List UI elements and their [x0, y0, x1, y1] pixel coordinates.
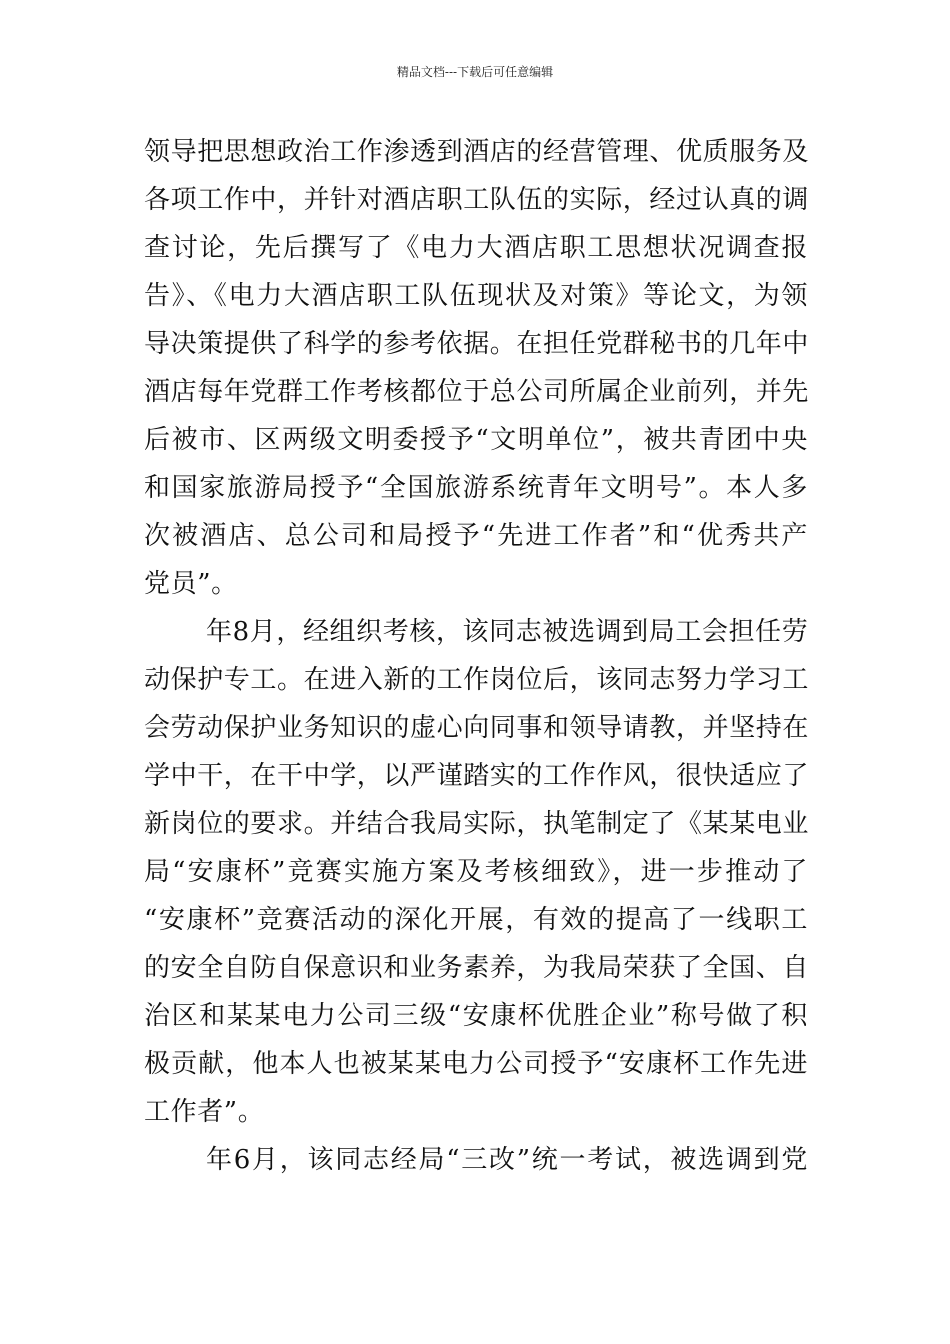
text-line: 领导把思想政治工作渗透到酒店的经营管理、优质服务及: [144, 137, 810, 167]
page-header: 精品文档---下载后可任意编辑: [396, 65, 554, 79]
text-line: 极贡献，他本人也被某某电力公司授予“安康杯工作先进: [144, 1049, 808, 1079]
text-line: 和国家旅游局授予“全国旅游系统青年文明号”。本人多: [144, 473, 808, 503]
text-line: 后被市、区两级文明委授予“文明单位”，被共青团中央: [144, 425, 808, 455]
text-line: “安康杯”竞赛活动的深化开展，有效的提高了一线职工: [144, 905, 808, 935]
text-line: 导决策提供了科学的参考依据。在担任党群秘书的几年中: [144, 329, 810, 359]
text-line: 告》、《电力大酒店职工队伍现状及对策》等论文，为领: [144, 281, 808, 311]
body-text: [144, 128, 808, 1184]
text-line: 的安全自防自保意识和业务素养，为我局荣获了全国、自: [144, 953, 810, 983]
text-line: 酒店每年党群工作考核都位于总公司所属企业前列，并先: [144, 377, 810, 407]
text-line: 会劳动保护业务知识的虚心向同事和领导请教，并坚持在: [144, 713, 810, 743]
text-line: 新岗位的要求。并结合我局实际，执笔制定了《某某电业: [144, 809, 810, 839]
text-line: 次被酒店、总公司和局授予“先进工作者”和“优秀共产: [144, 521, 808, 551]
text-line: 党员”。: [144, 569, 238, 599]
text-line: 学中干，在干中学，以严谨踏实的工作作风，很快适应了: [144, 761, 810, 791]
text-line: 查讨论，先后撰写了《电力大酒店职工思想状况调查报: [144, 233, 808, 263]
text-line: 工作者”。: [144, 1097, 265, 1127]
text-line: 局“安康杯”竞赛实施方案及考核细致》，进一步推动了: [144, 857, 808, 887]
text-line: 各项工作中，并针对酒店职工队伍的实际，经过认真的调: [144, 185, 810, 215]
text-line: 治区和某某电力公司三级“安康杯优胜企业”称号做了积: [144, 1001, 808, 1031]
text-line: 年6月，该同志经局“三改”统一考试，被选调到党: [206, 1145, 808, 1175]
text-line: 年8月，经组织考核，该同志被选调到局工会担任劳: [206, 617, 809, 647]
text-line: 动保护专工。在进入新的工作岗位后，该同志努力学习工: [144, 665, 810, 695]
